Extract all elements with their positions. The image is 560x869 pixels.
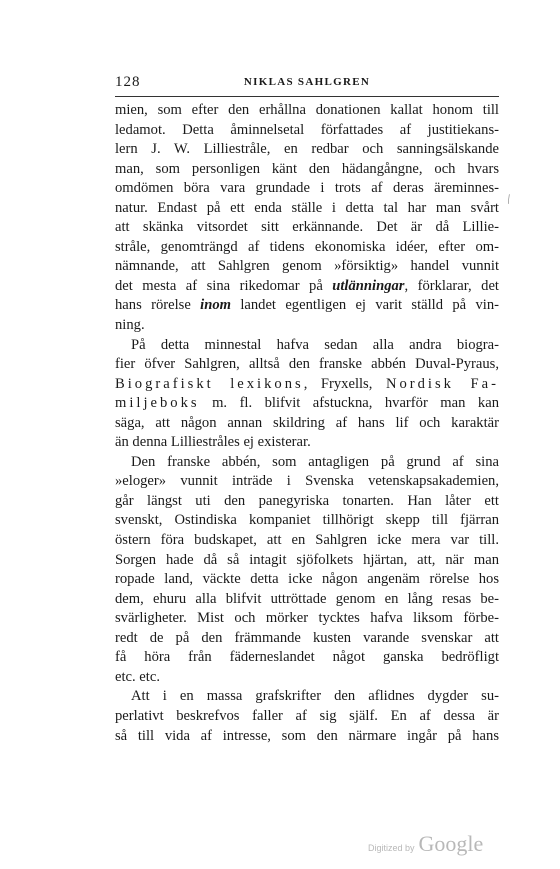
text-fragment: hans rörelse [115,297,201,314]
text-line: perlativt beskrefvos faller af sig själf. En af dessa är [115,707,499,724]
text-line [115,375,499,395]
text-line: man, som personligen känt den hädangångne, och hvars [115,160,499,177]
digitized-by-label: Digitized by [368,843,415,853]
page-number: 128 [115,74,141,90]
text-line: svärligheter. Mist och mörker tycktes hafva liksom förbe- [115,610,499,627]
spaced-title: Biografiskt lexikons [115,375,304,392]
text-line: fier öfver Sahlgren, alltså den franske abbén Duval-Pyraus, [115,356,499,373]
italic-word: inom [200,297,231,314]
text-line: svenskt, Ostindiska kompaniet tillhörigt skepp till fjärran [115,512,499,529]
text-line: mien, som efter den erhållna donationen kallat honom till [115,102,499,118]
text-line: Den franske abbén, som antagligen på grund af sina [131,453,499,470]
text-line: »eloger» vunnit inträde i Svenska vetenskapsakademien, [115,473,499,490]
italic-word: utlänningar [332,277,405,294]
text-line: omdömen böra vara grundade i trots af deras äreminnes- [115,180,499,197]
text-line: ropade land, väckte detta icke någon angenäm rörelse hos [115,571,499,588]
text-fragment: , förklarar, det [404,277,499,294]
digitized-watermark [368,831,483,857]
text-line: så till vida af intresse, som den närmare ingår på hans [115,727,499,744]
text-line [115,394,499,414]
margin-mark: ⁄ [504,192,514,206]
text-line: lern J. W. Lilliestråle, en redbar och sanningsälskande [115,141,499,158]
text-line: att skänka vitsordet sitt erkännande. Det är då Lillie- [115,219,499,236]
text-line: ledamot. Detta åminnelsetal författades af justitiekans- [115,121,499,138]
text-line: stråle, genomträngd af tidens ekonomiska idéer, efter om- [115,238,499,255]
spaced-title: miljeboks [115,395,200,412]
text-line: ning. [115,317,145,334]
body-text [115,101,499,746]
text-line: Sorgen hade då så intagit sjöfolkets hjärtan, att, när man [115,551,499,568]
running-head: NIKLAS SAHLGREN [243,76,371,88]
text-line [115,277,499,297]
text-line: säga, att någon annan skildring af hans lif och karaktär [115,414,499,431]
text-line [115,296,499,316]
text-line: går längst uti den panegyriska tonarten. Han låter ett [115,492,499,509]
text-fragment: det mesta af sina rikedomar på [115,277,333,294]
text-fragment: landet egentligen ej varit ställd på vin- [230,297,500,314]
text-fragment: m. fl. blifvit afstuckna, hvarför man kan [199,395,499,412]
text-line: östern föra budskapet, att en Sahlgren icke mera var till. [115,532,499,549]
text-line: än denna Lilliestråles ej existerar. [115,434,311,451]
text-line: få höra från fäderneslandet något ganska bedröfligt [115,649,499,666]
text-line: Att i en massa grafskrifter den aflidnes dygder su- [131,688,499,705]
text-line: natur. Endast på ett enda ställe i detta tal har man svårt [115,199,499,216]
page-header [115,74,499,94]
google-logo: Google [418,831,484,856]
text-line: nämnande, att Sahlgren genom »försiktig» handel vunnit [115,258,499,275]
spaced-title: Nordisk Fa- [385,375,499,392]
text-line: etc. etc. [115,668,160,685]
header-rule [115,96,499,97]
text-line: redt de på den främmande kusten varande svenskar att [115,629,499,646]
text-line: dem, ehuru alla blifvit uttröttade genom en lång resas be- [115,590,499,607]
text-line: På detta minnestal hafva sedan alla andra biogra- [131,336,499,353]
text-fragment: , Fryxells, [303,375,386,392]
